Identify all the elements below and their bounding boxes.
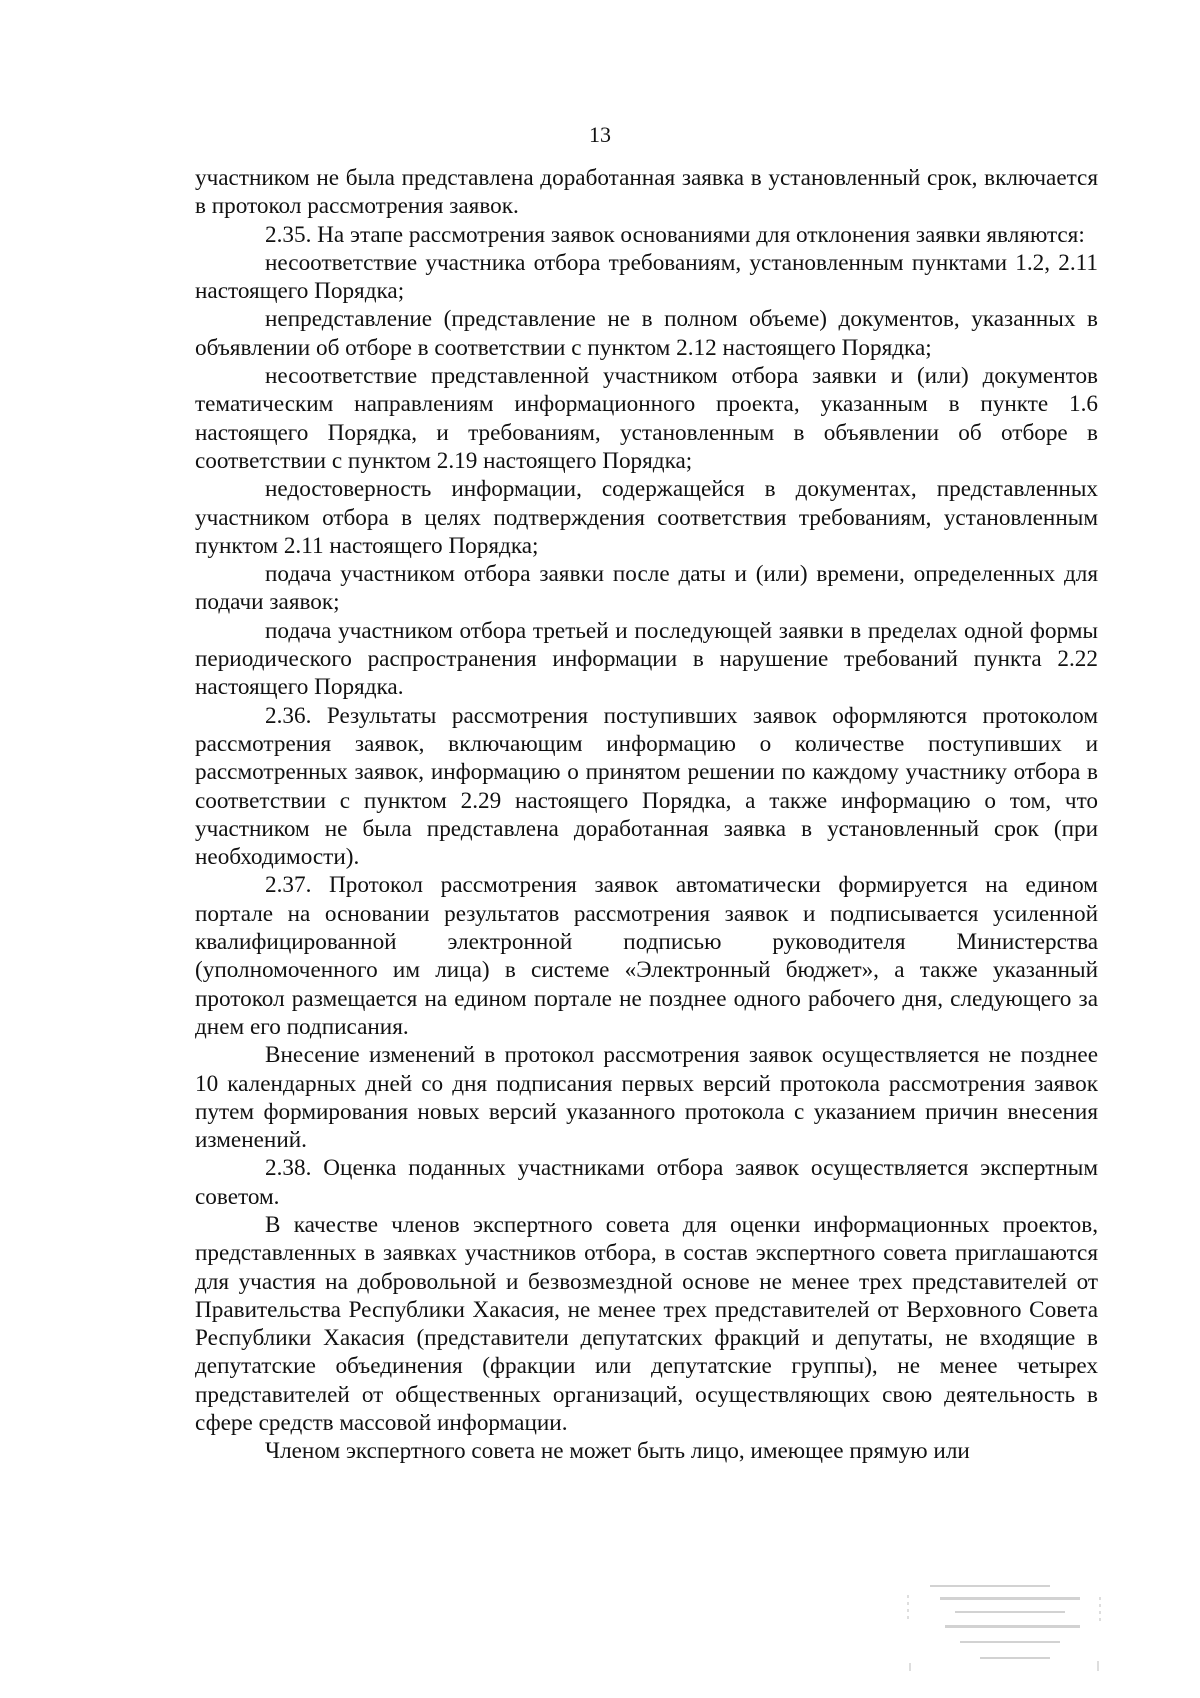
paragraph-expert-council: В качестве членов экспертного совета для оценки информационных проектов, представленных в заявках участников отбора, в состав экспертного совета приглашаются для участия на добровольной и безвозмездной основе не менее трех представителей от Правительства Республики Хакасия, не менее трех представителей от Верховного Совета Республики Хакасия (представители депутатских фракций и депутаты, не входящие в депутатские объединения (фракции или депутатские группы), не менее четырех представителей от общественных организаций, осуществляющих свою деятельность в сфере средств массовой информации. [195,1211,1098,1437]
paragraph-amendments: Внесение изменений в протокол рассмотрения заявок осуществляется не позднее 10 календарных дней со дня подписания первых версий протокола рассмотрения заявок путем формирования новых версий указанного протокола с указанием причин внесения изменений. [195,1042,1098,1154]
list-item-ground-5: подача участником отбора заявки после даты и (или) времени, определенных для подачи заявок; [195,561,1098,616]
list-item-ground-2: непредставление (представление не в полном объеме) документов, указанных в объявлении об отборе в соответствии с пунктом 2.12 настоящего Порядка; [195,306,1098,361]
list-item-ground-1: несоответствие участника отбора требованиям, установленным пунктами 1.2, 2.11 настоящего Порядка; [195,249,1098,305]
paragraph-council-member: Членом экспертного совета не может быть лицо, имеющее прямую или [265,1438,970,1465]
faint-stamp-mark [900,1575,1110,1675]
paragraph-2-38: 2.38. Оценка поданных участниками отбора заявок осуществляется экспертным советом. [195,1155,1098,1210]
list-item-ground-4: недостоверность информации, содержащейся в документах, представленных участником отбора в целях подтверждения соответствия требованиям, установленным пунктом 2.11 настоящего Порядка; [195,476,1098,559]
list-item-ground-3: несоответствие представленной участником отбора заявки и (или) документов тематическим направлениям информационного проекта, указанным в пункте 1.6 настоящего Порядка, и требованиям, установленным в объявлении об отборе в соответствии с пунктом 2.19 настоящего Порядка; [195,363,1098,474]
paragraph-continuation: участником не была представлена доработанная заявка в установленный срок, включается в протокол рассмотрения заявок. [195,165,1098,220]
paragraph-2-37: 2.37. Протокол рассмотрения заявок автоматически формируется на едином портале на основании результатов рассмотрения заявок и подписывается усиленной квалифицированной электронной подписью руководителя Министерства (уполномоченного им лица) в системе «Электронный бюджет», а также указанный протокол размещается на едином портале не позднее одного рабочего дня, следующего за днем его подписания. [195,872,1098,1040]
paragraph-2-35: 2.35. На этапе рассмотрения заявок основаниями для отклонения заявки являются: [265,221,1085,248]
paragraph-2-36: 2.36. Результаты рассмотрения поступивших заявок оформляются протоколом рассмотрения заявок, включающим информацию о количестве поступивших и рассмотренных заявок, информацию о принятом решении по каждому участнику отбора в соответствии с пунктом 2.29 настоящего Порядка, а также информацию о том, что участником не была представлена доработанная заявка в установленный срок (при необходимости). [195,702,1098,871]
page-number: 13 [589,122,611,147]
document-body [195,164,1098,1466]
list-item-ground-6: подача участником отбора третьей и последующей заявки в пределах одной формы периодического распространения информации в нарушение требований пункта 2.22 настоящего Порядка. [195,617,1098,701]
